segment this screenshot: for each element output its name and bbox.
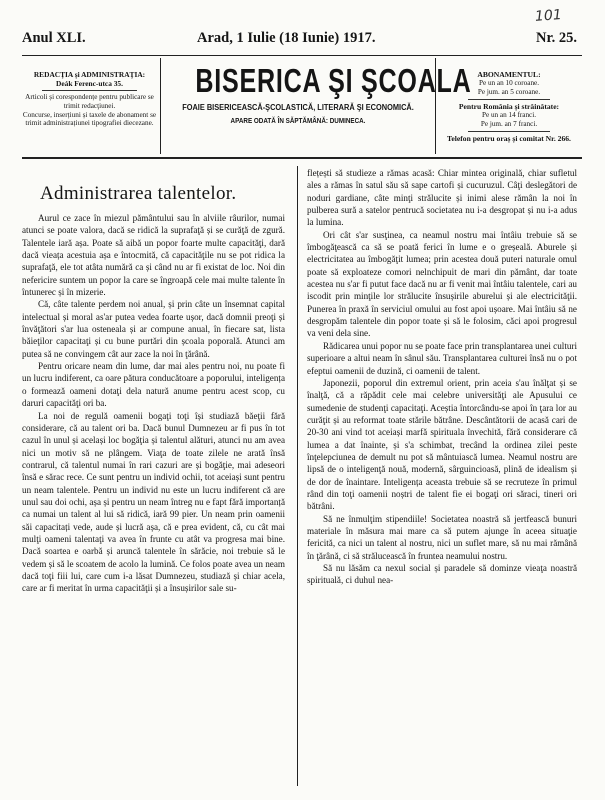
- handwritten-page-number: 101: [534, 7, 563, 25]
- subscription-heading: ABONAMENTUL:: [477, 70, 541, 79]
- article-paragraph: flețești să studieze a rămas acasă: Chiar mintea originală, chiar sufletul ales a rămas în satul său să sape cartofi și cucuruzul. Câţi deslegători de noduri gardiane, câte minţi strălucite și inimi alese rămân la noi în pulberea sură a satelor pentrucă societatea nu i-a desgropat și nu i-a adus la lumina.: [307, 168, 577, 228]
- masthead-divider-left: [160, 58, 161, 154]
- article-column-left: [22, 212, 285, 595]
- article-paragraph: Să nu lăsăm ca nexul social și paradele să dominze vieaţa noastră spirituală, ci duhul nea-: [307, 563, 577, 586]
- volume-label: Anul XLI.: [22, 30, 86, 46]
- foreign-line: Pe jum. an 7 franci.: [480, 119, 538, 128]
- article-paragraph: Ori cât s'ar susţinea, ca neamul nostru mai întâiu trebuie să se îmbogăţească ca să se poată ferici în lume e o greșeală. Aburele și electricitatea au îmbogăţit lumea; prin acestea două puteri naturale omul poate să exploateze comori nelnchipuit de mari din pământ, dar toate acestea nu s'ar fi putut face dacă nu ar fi venit mai întâiu talentele, cari au iscodit prin minţile lor strălucite însușirile aburelui și ale electricităţii. Punerea în praxă în serviciul omului au fost apoi ușoare. Mai întâiu să ne desgropăm talentele din popor toate și să le folosim, căci apoi progresul va veni dela sine.: [307, 229, 577, 339]
- subscription-line: Pe un an 10 coroane.: [478, 79, 540, 88]
- article-paragraph: Aurul ce zace în miezul pământului sau în alviile râurilor, numai atunci se poate valora, dacă se ridică la suprafaţă și se curăţă de zgură. Talentele iară așa. Poate să aibă un popor foarte multe capacităţi, dară dacă vieața acestuia așa e întocmită, că capacităţile nu se pot ridica la suprafaţă, ele tot atâta numără ca și când nu ar fi existat de loc. Noi din nefericire suntem un popor la care se îngroapă cele mai multe talente în întunerec și în mizerie.: [22, 213, 285, 298]
- editorial-address: Deák Ferenc-utca 35.: [56, 79, 123, 89]
- issue-line: [22, 30, 577, 50]
- header-bottom-rule: [22, 157, 582, 159]
- editorial-line: Concurse, inserțiuni și taxele de abonament se trimit administrațiunei tipografiei diecezane.: [22, 110, 157, 128]
- article-column-right: [307, 167, 577, 587]
- article-paragraph: Rădicarea unui popor nu se poate face prin transplantarea unei culturi superioare a altui neam în sânul său. Transplantarea culturei însă nu o pot efeptui oamenii de duzină, ci oamenii de talent.: [307, 340, 577, 376]
- article-title: Administrarea talentelor.: [40, 183, 237, 204]
- editorial-office-box: [22, 70, 157, 150]
- foreign-line: Pe un an 14 franci.: [481, 111, 537, 120]
- article-paragraph: Că, câte talente perdem noi anual, și prin câte un însemnat capital intelectual și moral as'ar putea vedea foarte ușor, dacă domnii preoţi și învăţători s'ar lua osteneala și ar compune anual, în fiecare sat, lista băieţilor capacitaţi și cu bune purtări din școala poporală. Atunci am putea să ne convingem cât aur zace la noi în ţărână.: [22, 299, 285, 359]
- newspaper-title: BISERICA ŞI ŞCOALA: [195, 62, 472, 99]
- article-paragraph: La noi de regulă oamenii bogaţi toţi își studiază băeţii fără considerare, că au talent ori ba. Dacă bunul Dumnezeu ar fi pus în tot cazul în unul și același loc bogăţia și talentul alături, atunci nu am avea nici un motiv să ne plângem. Viaţa de toate zilele ne arată însă contrarul, că talentul numai în rari cazuri are și bogăţie, mai adeseori însă e sărac rece. Ce sunt pentru un individ ochii, tot aceiași sunt pentru un neam talentele. Pentru un individ nu este un lucru indiferent că are unul sau doi ochi, așa și pentru un neam întreg nu e fapt fără importanță ca numai un talent al lui să ridică, iară 99 pier. Un neam prin oamenii săi capacitați vede, aude și lucră așa, că e prea evident, că, cu cât mai mulţi oameni talentaţi va avea în frunte cu atât va progresa mai bine. Dacă soartea e oarbă și aruncă talentele în sărăcie, noi trebuie să le vedem și să le scoatem de acolo la lumină. Ce folos poate avea un neam dacă toţi fiii lui, care cum i-a lăsat Dumnezeu, studiază și chiar acela, care ar fi meritat în urma capacităţii și a însușirilor sale su-: [22, 410, 285, 594]
- masthead-divider-right: [435, 58, 436, 154]
- newspaper-subtitle: FOAIE BISERICEASCĂ-ŞCOLASTICĂ, LITERARĂ ŞI ECONOMICĂ.: [182, 102, 414, 112]
- subscription-box: [438, 70, 580, 150]
- place-date: Arad, 1 Iulie (18 Iunie) 1917.: [197, 30, 376, 46]
- article-paragraph: Să ne înmulţim stipendiile! Societatea noastră să jertfească bunuri materiale în măsura mai mare ca să putem ajunge în aceea situaţie fericită, ca nici un talent al nostru, nici un suflet mare, să nu mai rămână în ţărână, ci să strălucească în fruntea neamului nostru.: [307, 513, 577, 561]
- article-paragraph: Japonezii, poporul din extremul orient, prin aceia s'au înălţat și se înalţă, că a răpădit cele mai celebre universităţi ale Apusului ce sumedenie de studenţi capacitaţi. Aceștia întorcându-se apoi în ţara lor au curăţit și au reformat toate stările bătrâne. Descântătorii de acasă cari de 20-30 ani vind tot aceiași marfă spirituala învechită, fără considerare că lumea a dat înainte, și s'a schimbat, trecând la ordinea zilei peste înţelepciunea de demult nu pot să mântuiască lumea. Neamul nostru are lipsă de o inteligenţă nouă, modernă, sârguincioasă, plină de idealism și de dor de înaintare. Inteligența aceasta trebuie să se recruteze în primul rând din toţi oamenii noștri de talent fie ei bogaţi ori săraci, tineri ori bătrâni.: [307, 377, 577, 512]
- column-divider: [297, 166, 298, 786]
- issue-number: Nr. 25.: [536, 30, 577, 46]
- subscription-line: Pe jum. an 5 coroane.: [477, 88, 541, 97]
- masthead: [163, 62, 472, 152]
- editorial-line: Articoli și corespondențe pentru publicare se trimit redacţiunei.: [25, 93, 154, 110]
- article-paragraph: Pentru oricare neam din lume, dar mai ales pentru noi, nu poate fi un lucru indiferent, ca oare pătura conducătoare a poporului, inteligența o formează oameni dotaţi dela natură anume pentru acest scop, cu daruri capacităţi ori ba.: [22, 361, 285, 409]
- publication-frequency: APARE ODATĂ ÎN SĂPTĂMÂNĂ: DUMINECA.: [230, 118, 366, 125]
- header-top-rule: [22, 55, 582, 56]
- phone-number: Telefon pentru oraș și comitat Nr. 266.: [447, 133, 571, 143]
- editorial-heading: REDACŢIA și ADMINISTRAŢIA:: [33, 70, 146, 79]
- foreign-heading: Pentru România și străinătate:: [458, 101, 560, 111]
